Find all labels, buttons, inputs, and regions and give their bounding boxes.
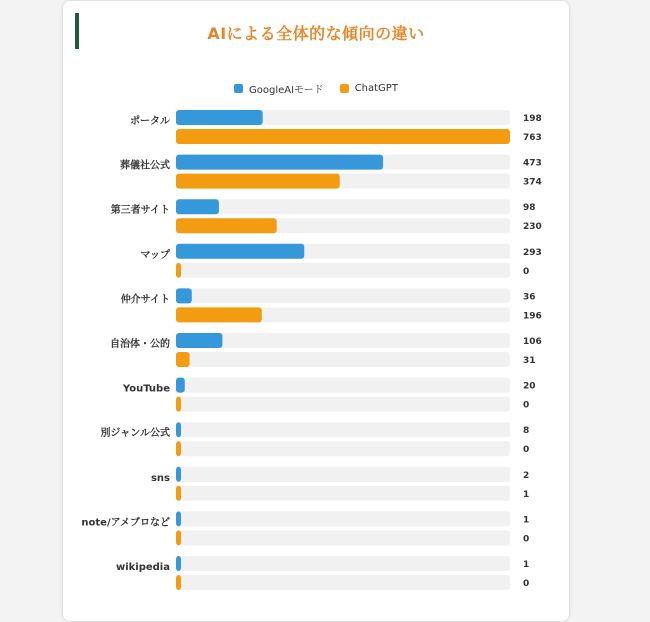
bar-google[interactable] [176, 467, 181, 482]
bar-google[interactable] [176, 110, 263, 125]
value-label: 473 [523, 158, 542, 169]
value-label: 763 [523, 133, 542, 143]
bar-google[interactable] [176, 422, 181, 437]
value-label: 36 [523, 292, 536, 303]
category-label: 仲介サイト [120, 294, 170, 306]
value-label: 2 [523, 470, 530, 481]
bar-track [176, 333, 510, 348]
bar-google[interactable] [176, 378, 185, 393]
category-label: wikipedia [115, 562, 170, 573]
bar-chatgpt[interactable] [176, 218, 277, 233]
value-label: 374 [523, 177, 542, 188]
value-label: 8 [523, 426, 530, 437]
value-label: 1 [523, 489, 530, 500]
bar-chatgpt[interactable] [176, 263, 181, 278]
value-label: 0 [523, 400, 530, 411]
category-label: 自治体・公的 [110, 339, 170, 350]
legend-label-google: GoogleAIモード [249, 85, 324, 96]
bar-google[interactable] [176, 244, 304, 259]
category-label: マップ [140, 249, 170, 261]
bar-google[interactable] [176, 155, 383, 170]
bar-chatgpt[interactable] [176, 575, 181, 590]
category-label: YouTube [122, 383, 170, 395]
bar-track [176, 422, 510, 437]
category-label: 葬儀社公式 [120, 160, 170, 172]
bar-track [176, 467, 510, 482]
category-label: note/アメブロなど [81, 517, 170, 529]
value-label: 31 [523, 356, 536, 366]
category-label: sns [150, 472, 170, 484]
legend-label-chatgpt: ChatGPT [354, 83, 398, 94]
value-label: 20 [523, 381, 536, 392]
category-label: 第三者サイト [110, 205, 170, 217]
bar-track [176, 352, 510, 367]
bar-google[interactable] [176, 556, 181, 571]
bar-track [176, 530, 510, 545]
bar-track [176, 378, 510, 393]
value-label: 0 [523, 445, 530, 456]
value-label: 0 [523, 579, 530, 589]
value-label: 0 [523, 266, 530, 277]
value-label: 230 [523, 222, 542, 233]
bar-track [176, 397, 510, 412]
value-label: 106 [523, 337, 542, 347]
bar-chatgpt[interactable] [176, 441, 181, 456]
chart-title: AIによる全体的な傾向の違い [207, 24, 425, 43]
category-label: ポータル [130, 116, 170, 127]
value-label: 0 [523, 534, 530, 545]
bar-google[interactable] [176, 333, 222, 348]
bar-track [176, 441, 510, 456]
bar-google[interactable] [176, 288, 192, 303]
value-label: 196 [523, 311, 542, 322]
bar-chatgpt[interactable] [176, 397, 181, 412]
bar-track [176, 486, 510, 501]
bar-track [176, 199, 510, 214]
bar-google[interactable] [176, 511, 181, 526]
bar-track [176, 263, 510, 278]
value-label: 1 [523, 515, 530, 526]
category-label: 別ジャンル公式 [100, 428, 170, 440]
bar-track [176, 556, 510, 571]
bar-chatgpt[interactable] [176, 530, 181, 545]
bar-chatgpt[interactable] [176, 174, 340, 189]
bar-chatgpt[interactable] [176, 352, 190, 367]
bar-chatgpt[interactable] [176, 307, 262, 322]
value-label: 293 [523, 247, 542, 258]
bar-google[interactable] [176, 199, 219, 214]
bar-chatgpt[interactable] [176, 129, 510, 144]
value-label: 98 [523, 203, 536, 214]
bar-track [176, 511, 510, 526]
value-label: 198 [523, 114, 542, 124]
bar-track [176, 288, 510, 303]
bar-track [176, 575, 510, 590]
bar-chatgpt[interactable] [176, 486, 181, 501]
value-label: 1 [523, 560, 530, 570]
